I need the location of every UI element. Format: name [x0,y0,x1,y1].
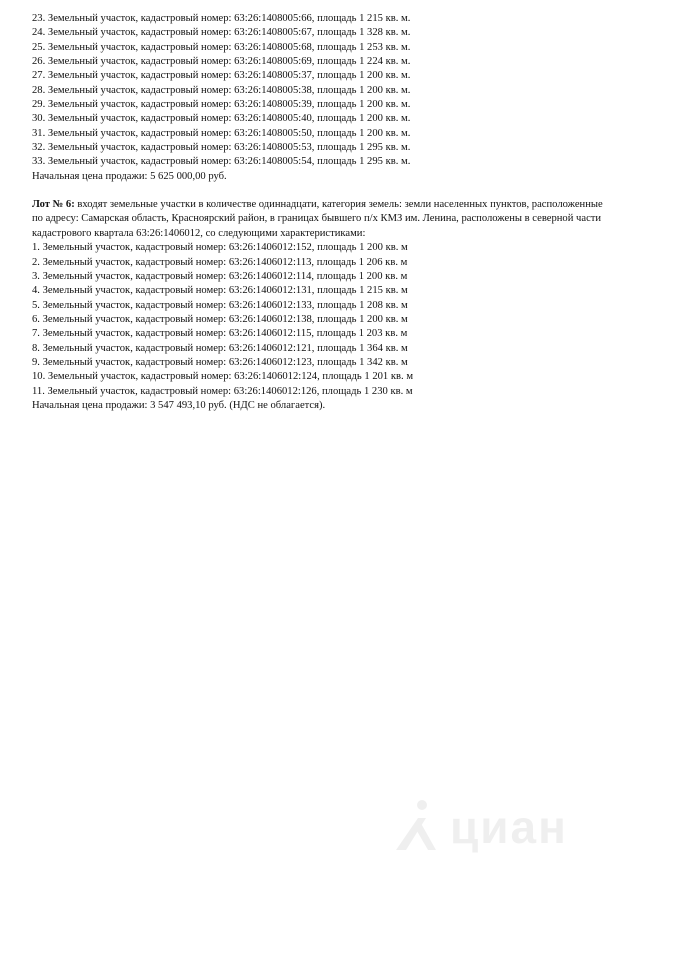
list-item: 10. Земельный участок, кадастровый номер: 63:26:1406012:124, площадь 1 201 кв. м [32,371,414,383]
lot-6-intro-line-3: кадастрового квартала 63:26:1406012, со следующими характеристиками: [32,227,366,239]
list-item: 25. Земельный участок, кадастровый номер: 63:26:1408005:68, площадь 1 253 кв. м. [32,41,411,53]
list-item: 11. Земельный участок, кадастровый номер: 63:26:1406012:126, площадь 1 230 кв. м [32,385,413,397]
list-item: 27. Земельный участок, кадастровый номер: 63:26:1408005:37, площадь 1 200 кв. м. [32,70,411,82]
watermark-text: циан [450,801,568,853]
list-item: 24. Земельный участок, кадастровый номер: 63:26:1408005:67, площадь 1 328 кв. м. [32,27,411,39]
list-item: 29. Земельный участок, кадастровый номер: 63:26:1408005:39, площадь 1 200 кв. м. [32,99,411,111]
list-item: 6. Земельный участок, кадастровый номер: 63:26:1406012:138, площадь 1 200 кв. м [32,313,408,325]
lot-6-label: Лот № 6: [32,199,75,211]
lot-6-intro-line-2: по адресу: Самарская область, Красноярский район, в границах бывшего п/х КМЗ им. Ленина, расположены в северной части [32,213,602,225]
lot-6-starting-price: Начальная цена продажи: 3 547 493,10 руб. (НДС не облагается). [32,399,326,411]
list-item: 33. Земельный участок, кадастровый номер: 63:26:1408005:54, площадь 1 295 кв. м. [32,156,411,168]
lot-6-section [32,198,652,413]
lot-6-intro-line-1 [32,198,652,212]
list-item: 30. Земельный участок, кадастровый номер: 63:26:1408005:40, площадь 1 200 кв. м. [32,113,411,125]
list-item: 4. Земельный участок, кадастровый номер: 63:26:1406012:131, площадь 1 215 кв. м [32,285,408,297]
list-item: 5. Земельный участок, кадастровый номер: 63:26:1406012:133, площадь 1 208 кв. м [32,299,408,311]
paragraph-gap [32,184,652,198]
list-item: 32. Земельный участок, кадастровый номер: 63:26:1408005:53, площадь 1 295 кв. м. [32,142,411,154]
list-item: 7. Земельный участок, кадастровый номер: 63:26:1406012:115, площадь 1 203 кв. м [32,328,408,340]
list-item: 28. Земельный участок, кадастровый номер: 63:26:1408005:38, площадь 1 200 кв. м. [32,84,411,96]
list-item: 1. Земельный участок, кадастровый номер: 63:26:1406012:152, площадь 1 200 кв. м [32,242,408,254]
watermark [388,796,598,856]
list-item: 9. Земельный участок, кадастровый номер: 63:26:1406012:123, площадь 1 342 кв. м [32,356,408,368]
list-item: 8. Земельный участок, кадастровый номер: 63:26:1406012:121, площадь 1 364 кв. м [32,342,408,354]
cian-logo-icon [388,796,448,856]
list-item: 2. Земельный участок, кадастровый номер: 63:26:1406012:113, площадь 1 206 кв. м [32,256,408,268]
starting-price: Начальная цена продажи: 5 625 000,00 руб. [32,170,227,182]
document-page [32,12,652,413]
list-item: 3. Земельный участок, кадастровый номер: 63:26:1406012:114, площадь 1 200 кв. м [32,270,408,282]
list-item: 26. Земельный участок, кадастровый номер: 63:26:1408005:69, площадь 1 224 кв. м. [32,56,411,68]
lot-list-continued [32,12,652,184]
lot-6-intro-text: входят земельные участки в количестве одиннадцати, категория земель: земли населенных пунктов, расположенные [74,199,603,211]
list-item: 31. Земельный участок, кадастровый номер: 63:26:1408005:50, площадь 1 200 кв. м. [32,127,411,139]
list-item: 23. Земельный участок, кадастровый номер: 63:26:1408005:66, площадь 1 215 кв. м. [32,13,411,24]
